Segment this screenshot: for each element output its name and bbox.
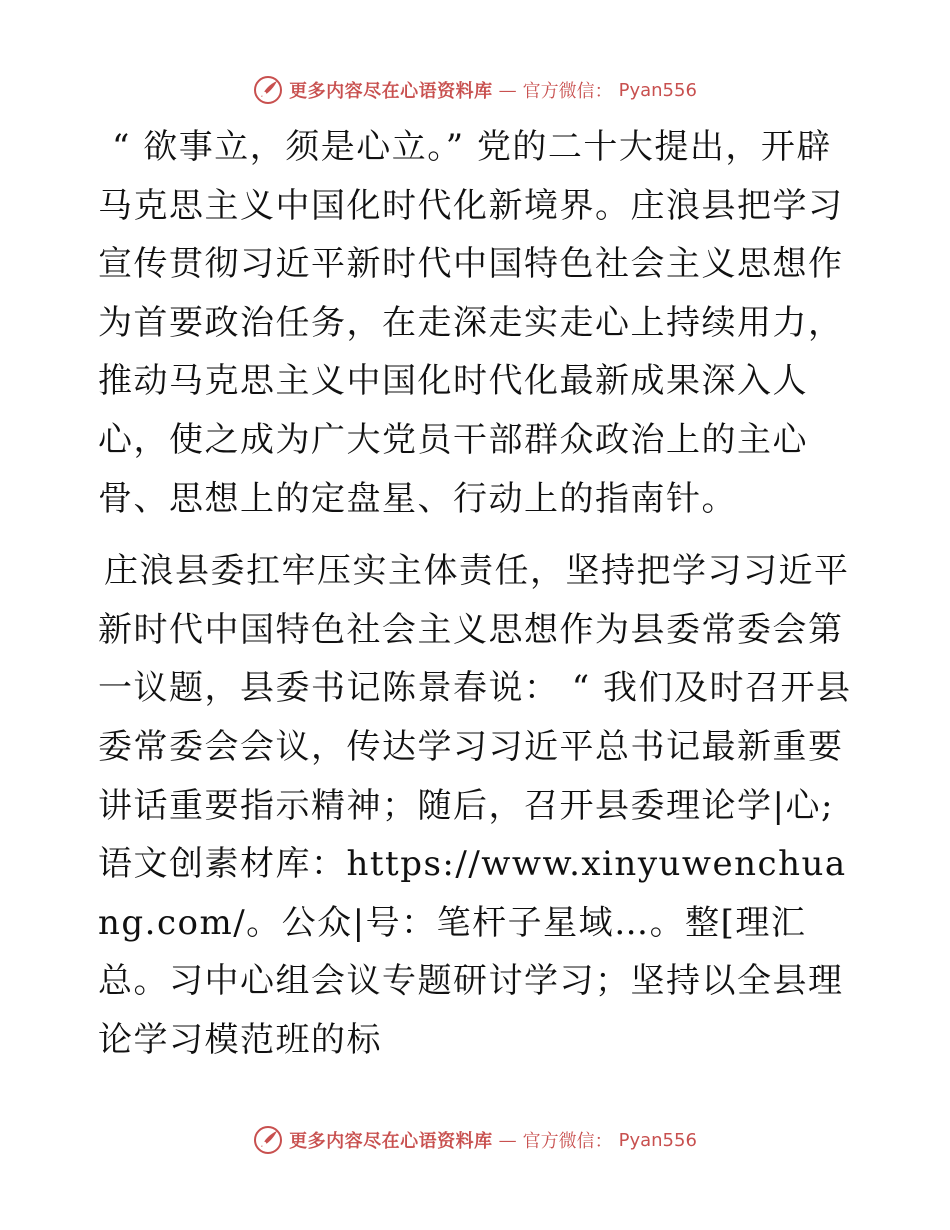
banner-wechat-id: Pyan556 bbox=[618, 1129, 697, 1151]
quill-logo-icon bbox=[253, 75, 283, 105]
banner-dash: — bbox=[498, 1129, 517, 1151]
footer-banner bbox=[0, 1120, 950, 1160]
banner-brand-text: 更多内容尽在心语资料库 bbox=[289, 1131, 493, 1152]
banner-dash: — bbox=[498, 79, 517, 101]
document-body bbox=[98, 118, 858, 1070]
paragraph-1: “ 欲事立，须是心立。” 党的二十大提出，开辟马克思主义中国化时代化新境界。庄浪县把学习宣传贯彻习近平新时代中国特色社会主义思想作为首要政治任务，在走深走实走心上持续用力，推动马克思主义中国化时代化最新成果深入人心，使之成为广大党员干部群众政治上的主心骨、思想上的定盘星、行动上的指南针。 bbox=[98, 127, 844, 519]
banner-official-label: 官方微信： bbox=[522, 81, 613, 102]
quill-logo-icon bbox=[253, 1125, 283, 1155]
banner-wechat-id: Pyan556 bbox=[618, 79, 697, 101]
banner-brand-text: 更多内容尽在心语资料库 bbox=[289, 81, 493, 102]
header-banner bbox=[0, 70, 950, 110]
banner-official-label: 官方微信： bbox=[522, 1131, 613, 1152]
paragraph-2: 庄浪县委扛牢压实主体责任，坚持把学习习近平新时代中国特色社会主义思想作为县委常委会第一议题，县委书记陈景春说： “ 我们及时召开县委常委会会议，传达学习习近平总书记最新重要讲话重要指示精神；随后，召开县委理论学|心;语文创素材库：https://www.xinyuwenchuang.com/。公众|号：笔杆子星域…。整[理汇总。习中心组会议专题研讨学习；坚持以全县理论学习模范班的标 bbox=[98, 551, 852, 1060]
